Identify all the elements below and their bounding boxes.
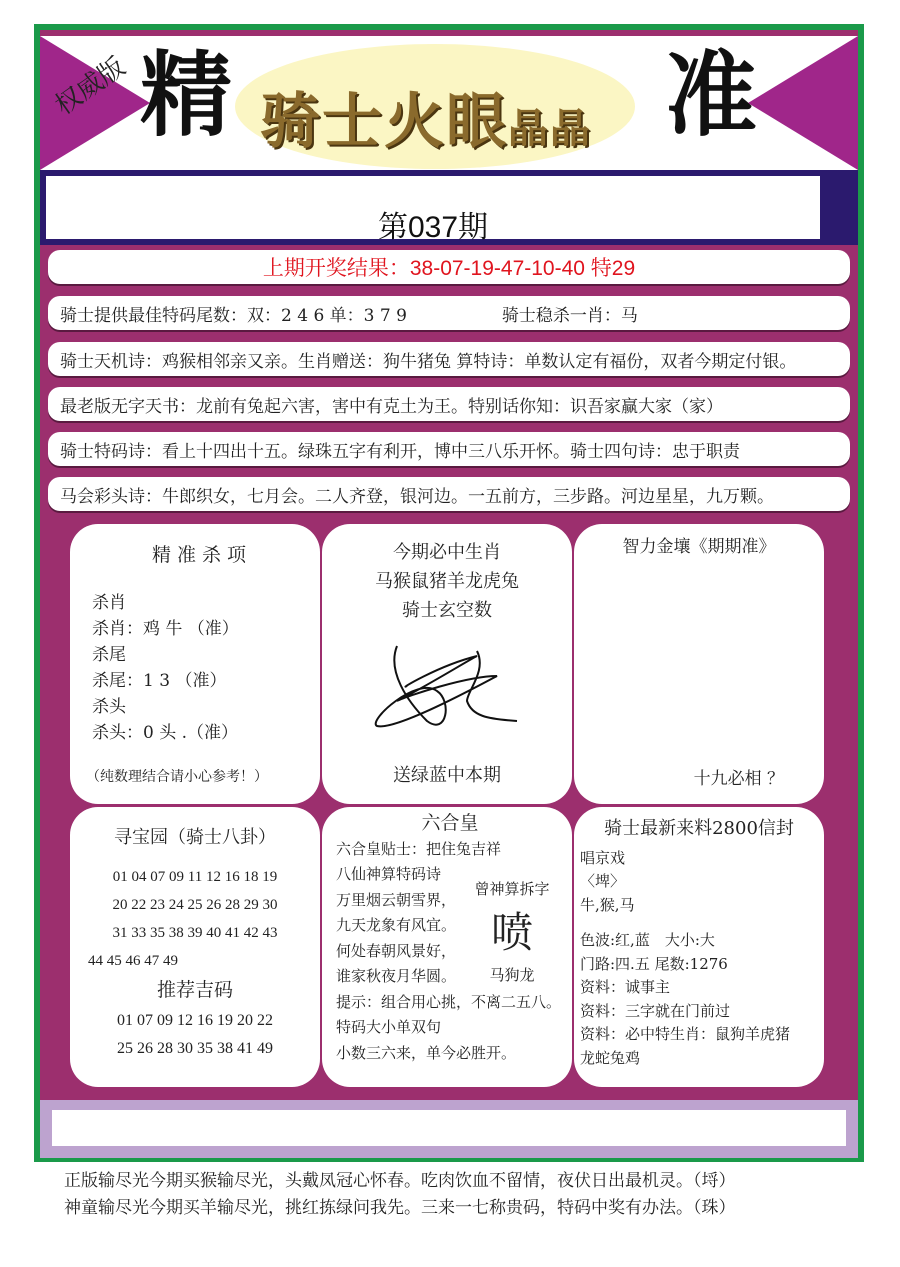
info-row: 马会彩头诗：牛郎织女，七月会。二人齐登，银河边。一五前方，三步路。河边星星，九万颗。 [48,477,850,511]
line: 资料：必中特生肖：鼠狗羊虎猪 [580,1025,791,1043]
info-row: 骑士天机诗：鸡猴相邻亲又亲。生肖赠送：狗牛猪兔 算特诗：单数认定有福份，双者今期定付银。 [48,342,850,376]
line: 特码大小单双句 [336,1018,442,1036]
footer-line: 神童输尽光今期买羊输尽光，挑红拣绿问我先。三来一七称贵码，特码中奖有办法。（珠） [64,1198,736,1218]
number-row: 01 04 07 09 11 12 16 18 19 [112,869,278,885]
edition-badge: 权威版 [49,51,131,122]
line: 门路:四.五 尾数:1276 [580,954,728,973]
card-title: 寻宝园（骑士八卦） [114,827,276,848]
treasure-card [70,807,320,1087]
line: 八仙神算特码诗 [336,865,442,883]
line: 十九必相 ？ [693,769,784,789]
line: 杀肖 [92,593,126,613]
line: 今期必中生肖 [393,542,501,563]
kill-card [70,524,320,804]
poster-body [40,30,858,1156]
latest-card [574,807,824,1087]
info-row: 最老版无字天书：龙前有兔起六害，害中有克土为王。特别话你知：识吾家赢大家（家） [48,387,850,421]
header-banner [40,30,858,170]
line: 九天龙象有风宜。 [336,916,457,934]
info-row: 骑士特码诗：看上十四出十五。绿珠五字有利开，博中三八乐开怀。骑士四句诗：忠于职责 [48,432,850,466]
poster-frame [34,24,864,1162]
number-row: 20 22 23 24 25 26 28 29 30 [112,897,278,913]
title-right-char: 准 [665,42,758,149]
line: 小数三六来，单今必胜开。 [336,1043,517,1062]
line: 杀头：0 头 .（准） [92,723,239,743]
line: 何处春朝风景好， [336,941,457,960]
right-triangle [748,36,858,170]
kill-zodiac: 骑士稳杀一肖：马 [501,305,638,326]
card-title: 骑士最新来料2800信封 [604,818,794,839]
signature-icon [367,641,527,731]
line: 提示：组合用心挑，不离二五八。 [336,992,562,1011]
issue-bar [40,170,858,245]
brand-title: 骑士火眼晶晶 [260,87,592,157]
tail-numbers: 骑士提供最佳特码尾数：双：2 4 6 单：3 7 9 [60,305,407,326]
bottom-bar [40,1100,858,1158]
card-title: 六合皇 [421,812,479,834]
line: 龙蛇兔鸡 [580,1048,641,1067]
line: 杀尾 [92,645,126,665]
wisdom-card [574,524,824,804]
line: 送绿蓝中本期 [393,765,501,786]
line: 万里烟云朝雪界， [336,890,457,909]
line: 杀肖：鸡 牛 （准） [92,619,239,639]
line: 马狗龙 [489,965,535,984]
line: 资料：诚事主 [580,978,671,996]
issue-number: 第037期 [46,176,820,239]
footer-line: 正版输尽光今期买猴输尽光，头戴凤冠心怀春。吃肉饮血不留情，夜伏日出最机灵。（埒） [64,1171,736,1191]
number-row: 44 45 46 47 49 [88,953,178,969]
number-row: 25 26 28 30 35 38 41 49 [117,1040,273,1057]
line: 〈埤〉 [580,872,626,890]
info-row [48,296,850,330]
line: 马猴鼠猪羊龙虎兔 [375,571,519,592]
number-row: 01 07 09 12 16 19 20 22 [117,1012,273,1029]
last-result: 上期开奖结果：38-07-19-47-10-40 特29 [48,250,850,284]
card-title: 精 准 杀 项 [151,544,247,566]
title-left-char: 精 [140,42,233,149]
liuhe-card [322,807,572,1087]
line: 色波:红,蓝 大小:大 [580,931,715,949]
line: 骑士玄空数 [402,600,492,621]
sub-title: 推荐吉码 [156,979,233,1001]
riddle-char: 喷 [490,907,533,957]
number-row: 31 33 35 38 39 40 41 42 43 [112,925,278,941]
side-title: 曾神算拆字 [474,880,550,898]
line: 六合皇贴士：把住兔吉祥 [336,839,502,858]
card-title: 智力金壤《期期准》 [622,537,776,557]
must-win-card [322,524,572,804]
line: 资料：三字就在门前过 [580,1001,731,1020]
note: （纯数理结合请小心参考！） [86,769,268,785]
line: 牛,猴,马 [580,895,635,914]
line: 杀头 [92,697,126,717]
line: 唱京戏 [580,848,626,867]
line: 谁家秋夜月华圆。 [336,967,457,985]
line: 杀尾：1 3 （准） [92,671,227,691]
